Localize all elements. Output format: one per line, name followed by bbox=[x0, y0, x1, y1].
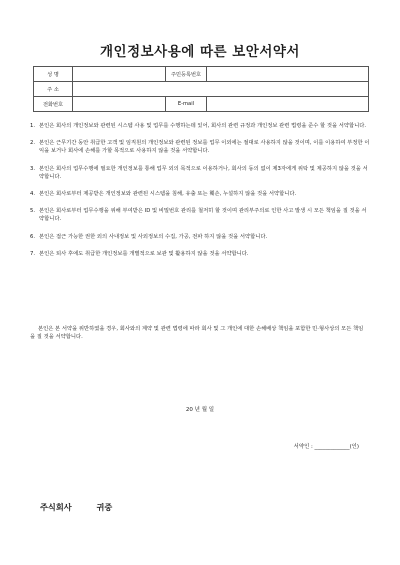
pledge-item bbox=[30, 207, 370, 223]
pledge-text: 본인은 회사의 업무수행에 필요한 개인정보를 통해 업무 외의 목적으로 이용하거나, 회사의 동의 없이 제3자에게 위탁 및 제공하지 않을 것을 서약합니다. bbox=[39, 165, 368, 180]
pledge-text: 본인은 근무기간 동안 취급한 고객 및 임직원의 개인정보와 관련된 정보를 업무 이외에는 절대로 사용하지 않을 것이며, 이를 이용하여 부정한 이익을 보거나 회사에 손해를 가할 목적으로 사용하지 않을 것을 서약합니다. bbox=[39, 140, 370, 155]
pledge-items bbox=[30, 122, 370, 267]
company-name: 주식회사 bbox=[40, 502, 72, 512]
rrn-label: 주민등록번호 bbox=[166, 67, 207, 82]
address-label: 주 소 bbox=[34, 82, 73, 97]
email-field[interactable] bbox=[207, 97, 369, 112]
pledge-text: 본인은 회사로부터 업무수행을 위해 부여받은 ID 및 비밀번호 관리를 철저히 할 것이며 관리부주의로 인한 사고 발생 시 모든 책임을 질 것을 서약합니다. bbox=[39, 208, 367, 223]
pledge-text: 본인은 회사의 개인정보와 관련된 시스템 사용 및 업무를 수행하는데 있어, 회사의 관련 규정과 개인정보 관련 법령을 준수 할 것을 서약합니다. bbox=[39, 123, 367, 129]
pledge-text: 본인은 접근 가능한 권한 외의 사내정보 및 사외정보의 수집, 가공, 전파 하지 않을 것을 서약합니다. bbox=[39, 233, 268, 240]
phone-label: 전화번호 bbox=[34, 97, 73, 112]
pledge-item bbox=[30, 165, 370, 181]
address-field[interactable] bbox=[73, 82, 369, 97]
document-title: 개인정보사용에 따른 보안서약서 bbox=[100, 44, 300, 60]
pledge-number: 1. bbox=[30, 123, 36, 129]
pledge-text: 본인은 회사로부터 제공받은 개인정보와 관련된 시스템을 침해, 유출 또는 훼손, 누설하지 않을 것을 서약합니다. bbox=[39, 191, 297, 198]
pledge-number: 5. bbox=[30, 208, 36, 215]
pledge-number: 4. bbox=[30, 191, 36, 198]
date-line: 20 년 월 일 bbox=[185, 407, 215, 413]
pledge-text: 본인은 퇴사 후에도 취급한 개인정보를 개별적으로 보관 및 활용하지 않을 것을 서약합니다. bbox=[39, 250, 249, 257]
company-to: 귀중 bbox=[96, 502, 113, 512]
rrn-field[interactable] bbox=[207, 67, 369, 82]
pledge-item bbox=[30, 139, 370, 155]
pledge-number: 6. bbox=[30, 233, 36, 240]
name-label: 성 명 bbox=[34, 67, 73, 82]
email-label: E-mail bbox=[166, 97, 207, 112]
pledge-item bbox=[30, 122, 370, 130]
closing-statement: 본인은 본 서약을 위반하였을 경우, 회사와의 계약 및 관련 법령에 따라 회사 및 그 개인에 대한 손해배상 책임을 포함한 민·형사상의 모든 책임을 질 것을 서약합니다. bbox=[30, 326, 364, 341]
pledge-item bbox=[30, 233, 370, 241]
pledge-number: 2. bbox=[30, 140, 36, 147]
pledge-number: 7. bbox=[30, 250, 36, 257]
phone-field[interactable] bbox=[73, 97, 166, 112]
pledge-number: 3. bbox=[30, 165, 36, 172]
signature-line: 서약인 : _____________(인) bbox=[293, 444, 359, 450]
personal-info-table bbox=[33, 66, 369, 112]
pledge-item bbox=[30, 250, 370, 258]
name-field[interactable] bbox=[73, 67, 166, 82]
company-addressee bbox=[40, 502, 112, 513]
pledge-item bbox=[30, 190, 370, 198]
